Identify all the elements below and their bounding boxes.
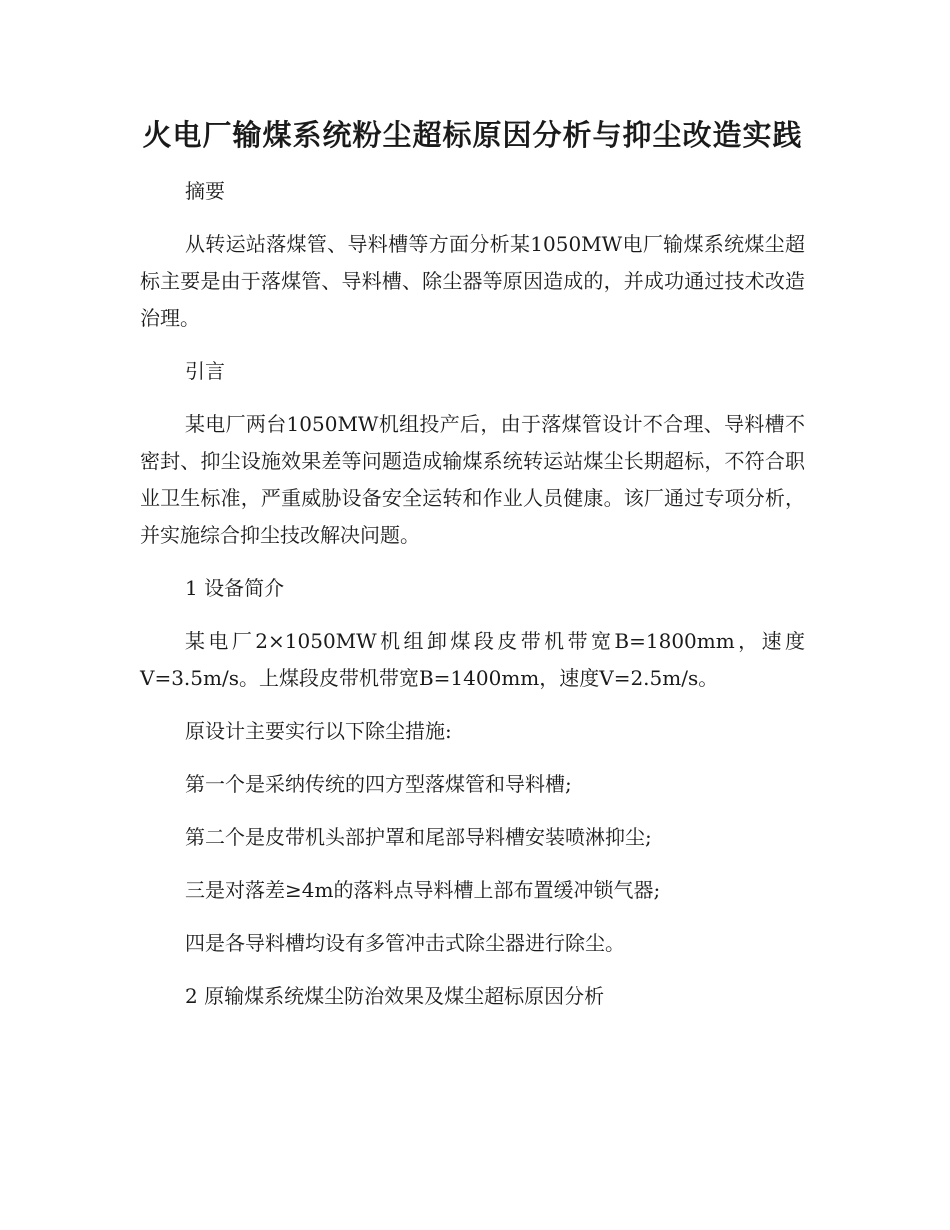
- document-page: [140, 112, 805, 1015]
- abstract-paragraph: 从转运站落煤管、导料槽等方面分析某1050MW电厂输煤系统煤尘超标主要是由于落煤管、导料槽、除尘器等原因造成的，并成功通过技术改造治理。: [140, 232, 805, 330]
- document-title: 火电厂输煤系统粉尘超标原因分析与抑尘改造实践: [142, 118, 803, 152]
- measure-1: 第一个是采纳传统的四方型落煤管和导料槽;: [185, 772, 572, 796]
- measure-2: 第二个是皮带机头部护罩和尾部导料槽安装喷淋抑尘;: [185, 825, 652, 849]
- equipment-paragraph: 某电厂2×1050MW机组卸煤段皮带机带宽B=1800mm，速度V=3.5m/s。上煤段皮带机带宽B=1400mm，速度V=2.5m/s。: [140, 629, 805, 690]
- measure-3: 三是对落差≥4m的落料点导料槽上部布置缓冲锁气器;: [185, 878, 661, 902]
- section-2-heading: 2 原输煤系统煤尘防治效果及煤尘超标原因分析: [185, 984, 605, 1008]
- intro-paragraph: 某电厂两台1050MW机组投产后，由于落煤管设计不合理、导料槽不密封、抑尘设施效果差等问题造成输煤系统转运站煤尘长期超标，不符合职业卫生标准，严重威胁设备安全运转和作业人员健康。该厂通过专项分析，并实施综合抑尘技改解决问题。: [140, 412, 805, 547]
- intro-label: 引言: [185, 359, 225, 383]
- measure-4: 四是各导料槽均设有多管冲击式除尘器进行除尘。: [185, 931, 625, 955]
- design-intro-paragraph: 原设计主要实行以下除尘措施:: [185, 719, 452, 743]
- abstract-label: 摘要: [185, 179, 225, 203]
- section-1-heading: 1 设备简介: [185, 576, 285, 600]
